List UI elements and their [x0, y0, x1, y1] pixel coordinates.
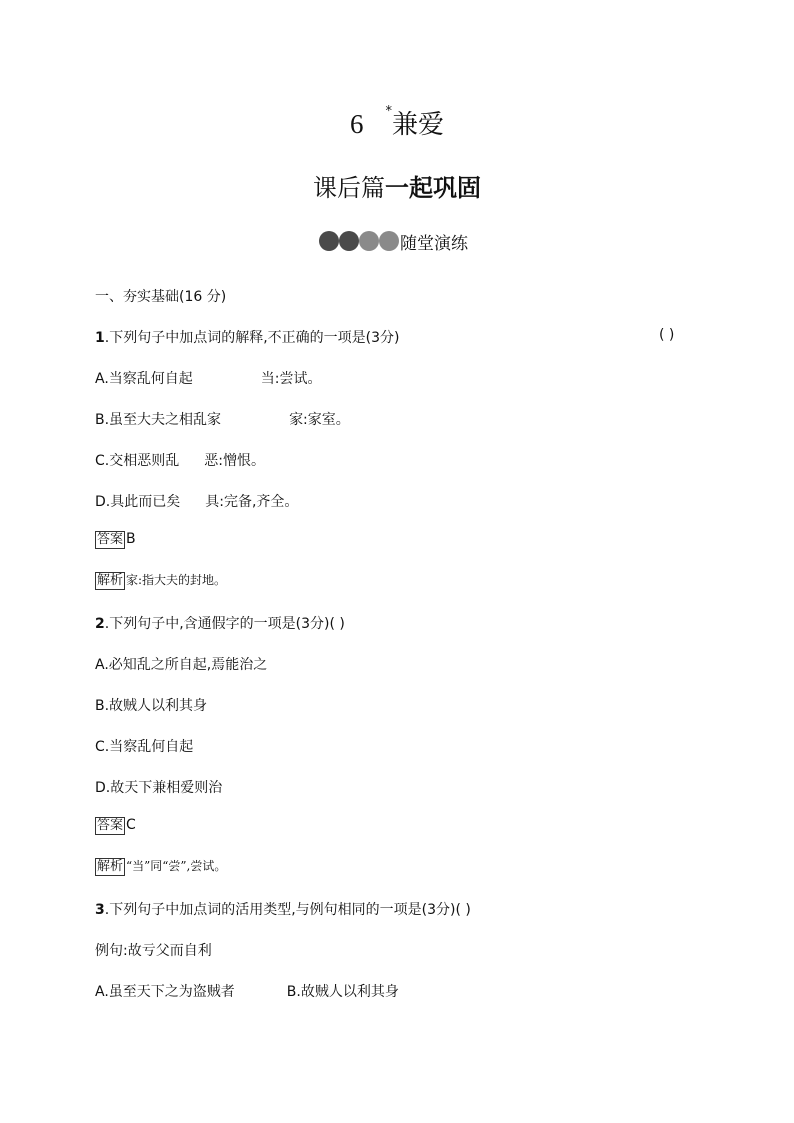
option-gloss: 家:家室。 — [289, 412, 350, 428]
option-gloss: 当:尝试。 — [260, 371, 322, 387]
answer-row — [95, 531, 136, 549]
dot-icon — [339, 231, 359, 251]
option-gloss: 具:完备,齐全。 — [205, 494, 299, 510]
answer-tag: 答案 — [97, 818, 124, 833]
analysis-tag: 解析 — [97, 859, 124, 874]
subtitle-plain: 课后篇 — [313, 174, 385, 202]
option-a — [95, 368, 322, 388]
option-text: D.具此而已矣 — [95, 494, 181, 510]
answer-value: C — [126, 817, 136, 833]
option-b — [95, 409, 350, 429]
option-a: A.必知乱之所自起,焉能治之 — [95, 657, 268, 673]
question-text: .下列句子中,含通假字的一项是(3分)( ) — [104, 616, 345, 632]
question-number: 1 — [95, 330, 105, 346]
practice-banner — [319, 230, 468, 252]
analysis-text: 家:指大夫的封地。 — [126, 573, 227, 587]
analysis-tag: 解析 — [97, 573, 124, 588]
question-2-stem — [95, 613, 345, 633]
dot-icon — [319, 231, 339, 251]
star-mark: * — [385, 104, 392, 119]
option-text: A.当察乱何自起 — [95, 371, 193, 387]
dot-icon — [379, 231, 399, 251]
question-1-stem — [95, 327, 399, 347]
option-text: B.虽至大夫之相乱家 — [95, 412, 222, 428]
question-3-stem — [95, 899, 471, 919]
option-b: B.故贼人以利其身 — [286, 984, 399, 1000]
lesson-number: 6 — [349, 109, 364, 139]
answer-tag: 答案 — [97, 532, 124, 547]
option-text: C.交相恶则乱 — [95, 453, 180, 469]
banner-label: 随堂演练 — [400, 233, 468, 254]
option-a: A.虽至天下之为盗贼者 — [95, 984, 235, 1000]
analysis-text: “当”同“尝”,尝试。 — [126, 859, 227, 873]
lesson-title-text: 兼爱 — [391, 110, 444, 140]
question-number: 3 — [95, 902, 105, 918]
question-text: .下列句子中加点词的活用类型,与例句相同的一项是(3分)( ) — [104, 902, 471, 918]
option-d — [95, 491, 298, 511]
option-d: D.故天下兼相爱则治 — [95, 780, 223, 796]
option-c: C.当察乱何自起 — [95, 739, 194, 755]
answer-blank: ( ) — [659, 327, 675, 343]
page-subtitle — [0, 168, 794, 203]
question-text: .下列句子中加点词的解释,不正确的一项是(3分) — [104, 330, 400, 346]
dot-icon — [359, 231, 379, 251]
answer-row — [95, 817, 136, 835]
option-b: B.故贼人以利其身 — [95, 698, 208, 714]
option-gloss: 恶:憎恨。 — [204, 453, 265, 469]
example-sentence: 例句:故亏父而自利 — [95, 943, 212, 959]
options-row — [95, 981, 399, 1001]
subtitle-bold: 一起巩固 — [385, 174, 481, 202]
answer-value: B — [126, 531, 136, 547]
analysis-row — [95, 857, 226, 876]
analysis-row — [95, 571, 226, 590]
section-heading: 一、夯实基础(16 分) — [95, 289, 227, 305]
question-number: 2 — [95, 616, 105, 632]
option-c — [95, 450, 265, 470]
lesson-title — [0, 104, 794, 141]
